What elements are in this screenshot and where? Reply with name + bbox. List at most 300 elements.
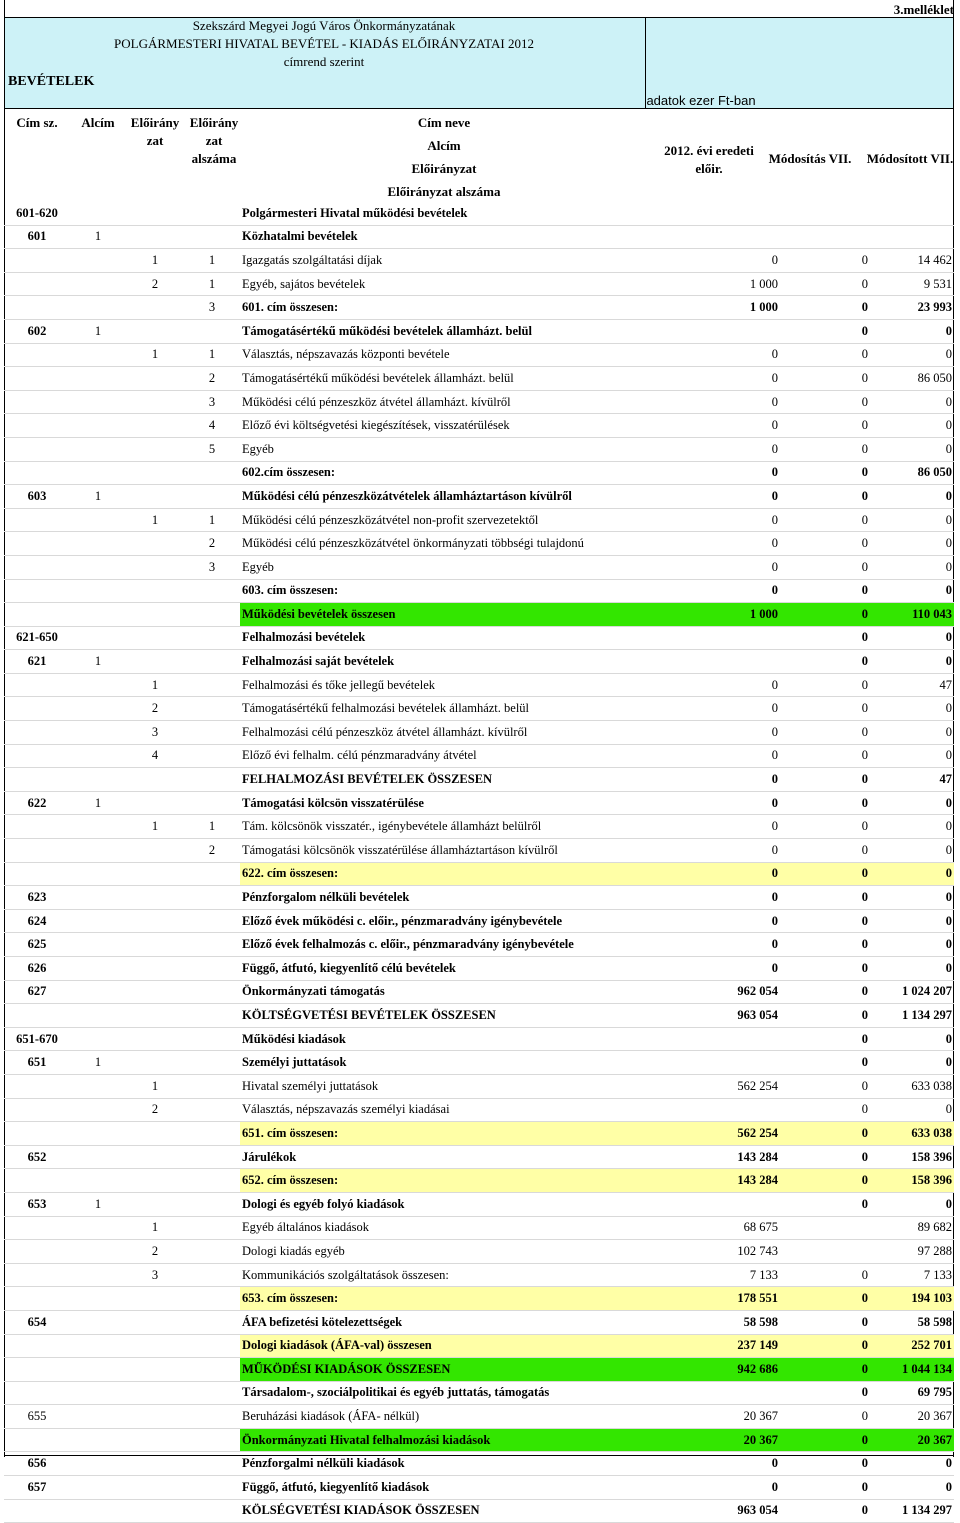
- row-name: Előző évi költségvetési kiegészítések, visszatérülések: [240, 414, 684, 438]
- modositott-value: 0: [870, 1051, 954, 1075]
- modositas-value: 0: [780, 343, 870, 367]
- modositott-value: 0: [870, 414, 954, 438]
- modositott-value: 9 531: [870, 272, 954, 296]
- row-name: Pénzforgalmi nélküli kiadások: [240, 1452, 684, 1476]
- table-row: [4, 1216, 954, 1240]
- table-row: [4, 1098, 954, 1122]
- table-row: [4, 1358, 954, 1382]
- eredeti-value: 0: [684, 909, 780, 933]
- eloiranyzat-number: 1: [126, 1216, 184, 1240]
- eredeti-value: 963 054: [684, 1499, 780, 1523]
- table-row: [4, 437, 954, 461]
- alszam-number: [184, 1145, 240, 1169]
- eloiranyzat-number: [126, 1169, 184, 1193]
- modositott-value: 23 993: [870, 296, 954, 320]
- eredeti-value: 0: [684, 390, 780, 414]
- eloiranyzat-number: [126, 437, 184, 461]
- eredeti-value: 0: [684, 957, 780, 981]
- modositott-value: 0: [870, 650, 954, 674]
- table-row: [4, 414, 954, 438]
- eredeti-value: 562 254: [684, 1074, 780, 1098]
- row-name: 601. cím összesen:: [240, 296, 684, 320]
- cim-number: 626: [4, 957, 70, 981]
- cim-number: [4, 815, 70, 839]
- eloiranyzat-number: [126, 791, 184, 815]
- table-row: [4, 508, 954, 532]
- cim-number: [4, 1499, 70, 1523]
- alszam-number: [184, 1358, 240, 1382]
- table-row: [4, 1287, 954, 1311]
- alcim-number: [70, 437, 126, 461]
- alcim-number: [70, 202, 126, 225]
- eloiranyzat-number: [126, 1428, 184, 1452]
- cim-number: [4, 862, 70, 886]
- header-line1: Szekszárd Megyei Jogú Város Önkormányzatának: [192, 18, 456, 33]
- modositas-value: 0: [780, 1334, 870, 1358]
- eloiranyzat-number: [126, 532, 184, 556]
- table-row: [4, 957, 954, 981]
- alcim-number: [70, 980, 126, 1004]
- modositott-value: 58 598: [870, 1310, 954, 1334]
- eloiranyzat-number: 1: [126, 1074, 184, 1098]
- modositott-value: 0: [870, 933, 954, 957]
- modositott-value: 0: [870, 1098, 954, 1122]
- table-row: [4, 1405, 954, 1429]
- alcim-number: [70, 296, 126, 320]
- eredeti-value: 0: [684, 461, 780, 485]
- col-modositas: Módosítás VII.: [768, 151, 852, 166]
- eloiranyzat-number: [126, 1287, 184, 1311]
- alcim-number: 1: [70, 650, 126, 674]
- cim-number: [4, 367, 70, 391]
- modositott-value: 0: [870, 886, 954, 910]
- modositas-value: [780, 225, 870, 249]
- alcim-number: [70, 1004, 126, 1028]
- alszam-number: 1: [184, 249, 240, 273]
- alszam-number: [184, 1192, 240, 1216]
- cim-number: 602: [4, 319, 70, 343]
- cim-number: 657: [4, 1476, 70, 1500]
- table-row: [4, 697, 954, 721]
- table-row: [4, 1122, 954, 1146]
- modositas-value: 0: [780, 650, 870, 674]
- cim-number: [4, 1428, 70, 1452]
- row-name: KÖLSÉGVETÉSI KIADÁSOK ÖSSZESEN: [240, 1499, 684, 1523]
- alcim-number: [70, 815, 126, 839]
- row-name: Választás, népszavazás központi bevétele: [240, 343, 684, 367]
- table-row: [4, 768, 954, 792]
- modositas-value: 0: [780, 485, 870, 509]
- table-row: [4, 980, 954, 1004]
- cim-number: [4, 579, 70, 603]
- alszam-number: [184, 909, 240, 933]
- table-row: [4, 272, 954, 296]
- eloiranyzat-number: [126, 626, 184, 650]
- modositott-value: 110 043: [870, 603, 954, 627]
- row-name: MŰKÖDÉSI KIADÁSOK ÖSSZESEN: [240, 1358, 684, 1382]
- modositas-value: 0: [780, 1192, 870, 1216]
- table-bottom-line: [4, 1455, 954, 1456]
- eredeti-value: 178 551: [684, 1287, 780, 1311]
- eredeti-value: [684, 1381, 780, 1405]
- table-row: [4, 367, 954, 391]
- modositas-value: 0: [780, 673, 870, 697]
- cim-number: [4, 414, 70, 438]
- modositas-value: 0: [780, 697, 870, 721]
- alszam-number: [184, 1122, 240, 1146]
- modositott-value: 0: [870, 791, 954, 815]
- table-row: [4, 933, 954, 957]
- cim-number: [4, 1240, 70, 1264]
- eloiranyzat-number: [126, 839, 184, 863]
- col-eloiranyzat-alszama: Előirány zat alszáma: [189, 115, 239, 166]
- alszam-number: [184, 1098, 240, 1122]
- cim-number: 627: [4, 980, 70, 1004]
- modositas-value: 0: [780, 319, 870, 343]
- table-row: [4, 744, 954, 768]
- alcim-number: [70, 1216, 126, 1240]
- eloiranyzat-number: [126, 1310, 184, 1334]
- alcim-number: [70, 768, 126, 792]
- alszam-number: [184, 1287, 240, 1311]
- alszam-number: 4: [184, 414, 240, 438]
- eloiranyzat-number: [126, 579, 184, 603]
- modositott-value: 0: [870, 532, 954, 556]
- col-alcim: Alcím: [81, 115, 115, 130]
- col-cimsz: Cím sz.: [16, 115, 58, 130]
- table-row: [4, 886, 954, 910]
- modositas-value: 0: [780, 839, 870, 863]
- alszam-number: [184, 1476, 240, 1500]
- alszam-number: [184, 626, 240, 650]
- cim-number: 621: [4, 650, 70, 674]
- modositott-value: 97 288: [870, 1240, 954, 1264]
- eredeti-value: 962 054: [684, 980, 780, 1004]
- column-headers: [4, 110, 954, 202]
- alszam-number: [184, 1216, 240, 1240]
- eredeti-value: 0: [684, 555, 780, 579]
- modositott-value: 20 367: [870, 1405, 954, 1429]
- row-name: Pénzforgalom nélküli bevételek: [240, 886, 684, 910]
- alszam-number: [184, 697, 240, 721]
- eredeti-value: [684, 225, 780, 249]
- modositott-value: 0: [870, 1452, 954, 1476]
- eloiranyzat-number: 1: [126, 815, 184, 839]
- col-eloiranyzat-alszama2: Előirányzat alszáma: [387, 184, 501, 199]
- alszam-number: [184, 1263, 240, 1287]
- cim-number: [4, 1381, 70, 1405]
- eloiranyzat-number: [126, 1051, 184, 1075]
- eloiranyzat-number: [126, 1381, 184, 1405]
- table-row: [4, 319, 954, 343]
- alcim-number: [70, 1476, 126, 1500]
- alszam-number: [184, 791, 240, 815]
- modositott-value: 1 134 297: [870, 1004, 954, 1028]
- modositott-value: 20 367: [870, 1428, 954, 1452]
- alcim-number: [70, 1027, 126, 1051]
- alszam-number: [184, 1428, 240, 1452]
- cim-number: [4, 461, 70, 485]
- table-row: [4, 461, 954, 485]
- modositas-value: 0: [780, 1428, 870, 1452]
- eloiranyzat-number: [126, 862, 184, 886]
- row-name: Támogatási kölcsönök visszatérülése államháztartáson kívülről: [240, 839, 684, 863]
- modositas-value: 0: [780, 272, 870, 296]
- eloiranyzat-number: [126, 1358, 184, 1382]
- alszam-number: [184, 579, 240, 603]
- modositas-value: 0: [780, 744, 870, 768]
- alcim-number: [70, 1122, 126, 1146]
- eredeti-value: [684, 1027, 780, 1051]
- alcim-number: [70, 1499, 126, 1523]
- cim-number: 601: [4, 225, 70, 249]
- table-row: [4, 909, 954, 933]
- eredeti-value: 143 284: [684, 1145, 780, 1169]
- table-row: [4, 1310, 954, 1334]
- modositas-value: 0: [780, 1098, 870, 1122]
- alcim-number: [70, 603, 126, 627]
- eredeti-value: 0: [684, 1476, 780, 1500]
- row-name: Dologi és egyéb folyó kiadások: [240, 1192, 684, 1216]
- modositas-value: 0: [780, 296, 870, 320]
- eloiranyzat-number: [126, 1499, 184, 1523]
- row-name: Kommunikációs szolgáltatások összesen:: [240, 1263, 684, 1287]
- cim-number: [4, 508, 70, 532]
- eredeti-value: 102 743: [684, 1240, 780, 1264]
- table-row: [4, 532, 954, 556]
- eloiranyzat-number: [126, 1122, 184, 1146]
- alszam-number: [184, 1074, 240, 1098]
- alszam-number: 3: [184, 390, 240, 414]
- eloiranyzat-number: [126, 650, 184, 674]
- modositas-value: 0: [780, 1287, 870, 1311]
- eredeti-value: 0: [684, 815, 780, 839]
- alcim-number: [70, 1145, 126, 1169]
- eredeti-value: 20 367: [684, 1428, 780, 1452]
- modositott-value: 86 050: [870, 367, 954, 391]
- modositott-value: 0: [870, 957, 954, 981]
- eredeti-value: 963 054: [684, 1004, 780, 1028]
- cim-number: 653: [4, 1192, 70, 1216]
- table-row: [4, 202, 954, 225]
- table-row: [4, 1074, 954, 1098]
- alszam-number: 1: [184, 272, 240, 296]
- cim-number: [4, 1216, 70, 1240]
- table-row: [4, 555, 954, 579]
- alszam-number: [184, 862, 240, 886]
- row-name: Társadalom-, szociálpolitikai és egyéb juttatás, támogatás: [240, 1381, 684, 1405]
- alcim-number: [70, 367, 126, 391]
- alszam-number: [184, 485, 240, 509]
- row-name: Igazgatás szolgáltatási díjak: [240, 249, 684, 273]
- cim-number: 621-650: [4, 626, 70, 650]
- cim-number: [4, 1098, 70, 1122]
- table-row: [4, 1051, 954, 1075]
- modositas-value: 0: [780, 980, 870, 1004]
- eredeti-value: 0: [684, 437, 780, 461]
- modositas-value: 0: [780, 414, 870, 438]
- alszam-number: [184, 1405, 240, 1429]
- eredeti-value: 0: [684, 485, 780, 509]
- modositas-value: 0: [780, 933, 870, 957]
- row-name: Polgármesteri Hivatal működési bevételek: [240, 202, 684, 225]
- table-row: [4, 1145, 954, 1169]
- modositott-value: 194 103: [870, 1287, 954, 1311]
- cim-number: 625: [4, 933, 70, 957]
- modositott-value: 0: [870, 721, 954, 745]
- modositott-value: 14 462: [870, 249, 954, 273]
- row-name: 653. cím összesen:: [240, 1287, 684, 1311]
- modositott-value: 0: [870, 909, 954, 933]
- modositas-value: 0: [780, 390, 870, 414]
- alcim-number: [70, 555, 126, 579]
- cim-number: [4, 603, 70, 627]
- row-name: FELHALMOZÁSI BEVÉTELEK ÖSSZESEN: [240, 768, 684, 792]
- eloiranyzat-number: [126, 980, 184, 1004]
- eredeti-value: 0: [684, 579, 780, 603]
- modositas-value: 0: [780, 1381, 870, 1405]
- row-name: Működési célú pénzeszközátvétel non-profit szervezetektől: [240, 508, 684, 532]
- modositott-value: 1 044 134: [870, 1358, 954, 1382]
- row-name: Működési bevételek összesen: [240, 603, 684, 627]
- eredeti-value: 68 675: [684, 1216, 780, 1240]
- modositas-value: 0: [780, 957, 870, 981]
- alcim-number: [70, 1098, 126, 1122]
- header-line3: címrend szerint: [283, 54, 365, 69]
- modositas-value: 0: [780, 1263, 870, 1287]
- modositott-value: 0: [870, 508, 954, 532]
- cim-number: [4, 1122, 70, 1146]
- eloiranyzat-number: [126, 603, 184, 627]
- alszam-number: [184, 650, 240, 674]
- alcim-number: [70, 1405, 126, 1429]
- alcim-number: 1: [70, 225, 126, 249]
- cim-number: [4, 272, 70, 296]
- alszam-number: [184, 319, 240, 343]
- cim-number: 601-620: [4, 202, 70, 225]
- eredeti-value: 1 000: [684, 272, 780, 296]
- alszam-number: [184, 1240, 240, 1264]
- modositott-value: 0: [870, 1476, 954, 1500]
- alszam-number: [184, 1310, 240, 1334]
- table-row: [4, 791, 954, 815]
- alcim-number: [70, 1381, 126, 1405]
- modositott-value: 69 795: [870, 1381, 954, 1405]
- eloiranyzat-number: [126, 1405, 184, 1429]
- eloiranyzat-number: [126, 485, 184, 509]
- eloiranyzat-number: [126, 1334, 184, 1358]
- alcim-number: [70, 272, 126, 296]
- eredeti-value: [684, 1192, 780, 1216]
- alcim-number: [70, 673, 126, 697]
- table-row: [4, 1334, 954, 1358]
- alszam-number: [184, 603, 240, 627]
- modositott-value: 158 396: [870, 1169, 954, 1193]
- eredeti-value: 942 686: [684, 1358, 780, 1382]
- modositas-value: 0: [780, 508, 870, 532]
- alszam-number: [184, 1499, 240, 1523]
- modositas-value: 0: [780, 791, 870, 815]
- cim-number: [4, 249, 70, 273]
- modositott-value: 0: [870, 697, 954, 721]
- alcim-number: 1: [70, 1192, 126, 1216]
- row-name: Tám. kölcsönök visszatér., igénybevétele államházt belülről: [240, 815, 684, 839]
- cim-number: [4, 555, 70, 579]
- modositas-value: 0: [780, 603, 870, 627]
- eloiranyzat-number: 2: [126, 1098, 184, 1122]
- row-name: Önkormányzati támogatás: [240, 980, 684, 1004]
- alcim-number: [70, 1240, 126, 1264]
- table-row: [4, 815, 954, 839]
- alszam-number: 1: [184, 815, 240, 839]
- eredeti-value: 0: [684, 862, 780, 886]
- alcim-number: [70, 249, 126, 273]
- alcim-number: [70, 390, 126, 414]
- header-line2: POLGÁRMESTERI HIVATAL BEVÉTEL - KIADÁS ELŐIRÁNYZATAI 2012: [114, 36, 534, 51]
- alszam-number: 1: [184, 508, 240, 532]
- alcim-number: [70, 1263, 126, 1287]
- cim-number: [4, 1169, 70, 1193]
- modositott-value: 1 134 297: [870, 1499, 954, 1523]
- eloiranyzat-number: [126, 1192, 184, 1216]
- alcim-number: [70, 744, 126, 768]
- eloiranyzat-number: [126, 202, 184, 225]
- eloiranyzat-number: [126, 461, 184, 485]
- eloiranyzat-number: [126, 367, 184, 391]
- row-name: Támogatásértékű működési bevételek államházt. belül: [240, 367, 684, 391]
- cim-number: 651-670: [4, 1027, 70, 1051]
- row-name: Felhalmozási bevételek: [240, 626, 684, 650]
- eredeti-value: 0: [684, 343, 780, 367]
- eloiranyzat-number: 2: [126, 272, 184, 296]
- alcim-number: 1: [70, 319, 126, 343]
- row-name: Támogatásértékű működési bevételek államházt. belül: [240, 319, 684, 343]
- modositott-value: 7 133: [870, 1263, 954, 1287]
- eloiranyzat-number: 4: [126, 744, 184, 768]
- alcim-number: [70, 933, 126, 957]
- modositott-value: 1 024 207: [870, 980, 954, 1004]
- row-name: Egyéb, sajátos bevételek: [240, 272, 684, 296]
- row-name: Felhalmozási és tőke jellegű bevételek: [240, 673, 684, 697]
- alcim-number: [70, 839, 126, 863]
- table-row: [4, 485, 954, 509]
- modositott-value: 0: [870, 555, 954, 579]
- eredeti-value: 20 367: [684, 1405, 780, 1429]
- eredeti-value: 0: [684, 768, 780, 792]
- alszam-number: [184, 1334, 240, 1358]
- eredeti-value: 562 254: [684, 1122, 780, 1146]
- col-modositott: Módosított VII.: [866, 151, 954, 166]
- eredeti-value: [684, 626, 780, 650]
- modositas-value: 0: [780, 461, 870, 485]
- alcim-number: 1: [70, 1051, 126, 1075]
- alszam-number: [184, 744, 240, 768]
- eloiranyzat-number: [126, 1004, 184, 1028]
- table-row: [4, 862, 954, 886]
- cim-number: [4, 1074, 70, 1098]
- alszam-number: [184, 1027, 240, 1051]
- eredeti-value: 58 598: [684, 1310, 780, 1334]
- row-name: Dologi kiadások (ÁFA-val) összesen: [240, 1334, 684, 1358]
- row-name: Előző évek működési c. előir., pénzmaradvány igénybevétele: [240, 909, 684, 933]
- cim-number: [4, 296, 70, 320]
- modositott-value: 633 038: [870, 1122, 954, 1146]
- row-name: Működési célú pénzeszközátvétel önkormányzati többségi tulajdonú: [240, 532, 684, 556]
- modositas-value: 0: [780, 1358, 870, 1382]
- alcim-number: [70, 957, 126, 981]
- cim-number: 654: [4, 1310, 70, 1334]
- cim-number: 603: [4, 485, 70, 509]
